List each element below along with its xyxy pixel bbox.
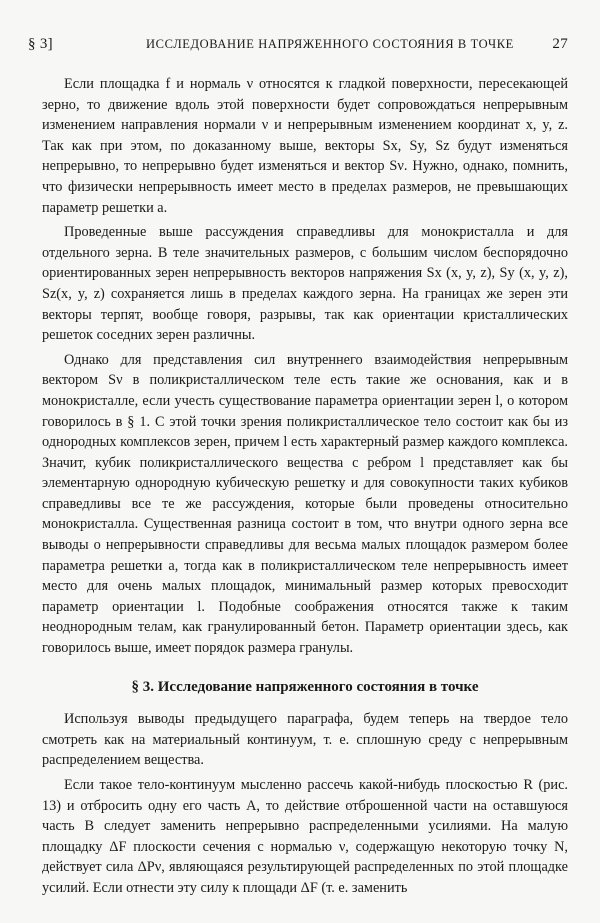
section-heading: § 3. Исследование напряженного состояния в точке [131,678,479,695]
header-title: ИССЛЕДОВАНИЕ НАПРЯЖЕННОГО СОСТОЯНИЯ В ТОЧКЕ [146,37,514,51]
page-body [42,74,568,903]
paragraph: Проведенные выше рассуждения справедливы для монокристалла и для отдельного зерна. В теле значительных размеров, с большим числом беспорядочно ориентированных зерен непрерывность векторов напряжения Sx (x, y, z), Sy (x, y, z), Sz(x, y, z) сохраняется лишь в пределах каждого зерна. На границах же зерен эти векторы терпят, вообще говоря, разрывы, так как ориентации кристаллических решеток соседних зерен различны. [42,224,568,344]
paragraph: Если площадка f и нормаль ν относятся к гладкой поверхности, пересекающей зерно, то движение вдоль этой поверхности будет сопровождаться непрерывным изменением направления нормали ν и непрерывным изменением координат x, y, z. Так как при этом, по доказанному выше, векторы Sx, Sy, Sz будут изменяться непрерывно, то непрерывно будет изменяться и вектор Sν. Нужно, однако, помнить, что физически непрерывность имеет место в пределах размеров, не превышающих параметр решетки a. [42,76,568,216]
header-section: § 3] [28,36,53,52]
paragraph: Используя выводы предыдущего параграфа, будем теперь на твердое тело смотреть как на материальный континуум, т. е. сплошную среду с непрерывным распределением вещества. [42,711,568,769]
page-number: 27 [552,36,568,52]
paragraph: Если такое тело-континуум мысленно рассечь какой-нибудь плоскостью R (рис. 13) и отбросить одну его часть A, то действие отброшенной части на оставшуюся часть B следует заменить непрерывно распределенными усилиями. На малую площадку ΔF плоскости сечения с нормалью ν, содержащую некоторую точку N, действует сила ΔPν, являющаяся результирующей распределенных по этой площадке усилий. Если отнести эту силу к площади ΔF (т. е. заменить [42,777,568,896]
paragraph: Однако для представления сил внутреннего взаимодействия непрерывным вектором Sν в поликристаллическом теле есть такие же основания, как и в монокристалле, если учесть существование параметра ориентации зерен l, о котором говорилось в § 1. С этой точки зрения поликристаллическое тело состоит как бы из однородных комплексов зерен, причем l есть характерный размер каждого комплекса. Значит, кубик поликристаллического вещества с ребром l представляет как бы элементарную однородную кубическую решетку и для совокупности таких кубиков справедливы все те же рассуждения, которые были проведены относительно монокристалла. Существенная разница состоит в том, что внутри одного зерна все выводы о непрерывности справедливы для весьма малых площадок размером более параметра решетки a, тогда как в поликристаллическом теле непрерывность имеет место для очень малых площадок, минимальный размер которых превосходит параметр ориентации l. Подобные соображения относятся также к таким неоднородным телам, как гранулированный бетон. Параметр ориентации здесь, как говорилось выше, имеет порядок размера гранулы. [42,351,568,657]
